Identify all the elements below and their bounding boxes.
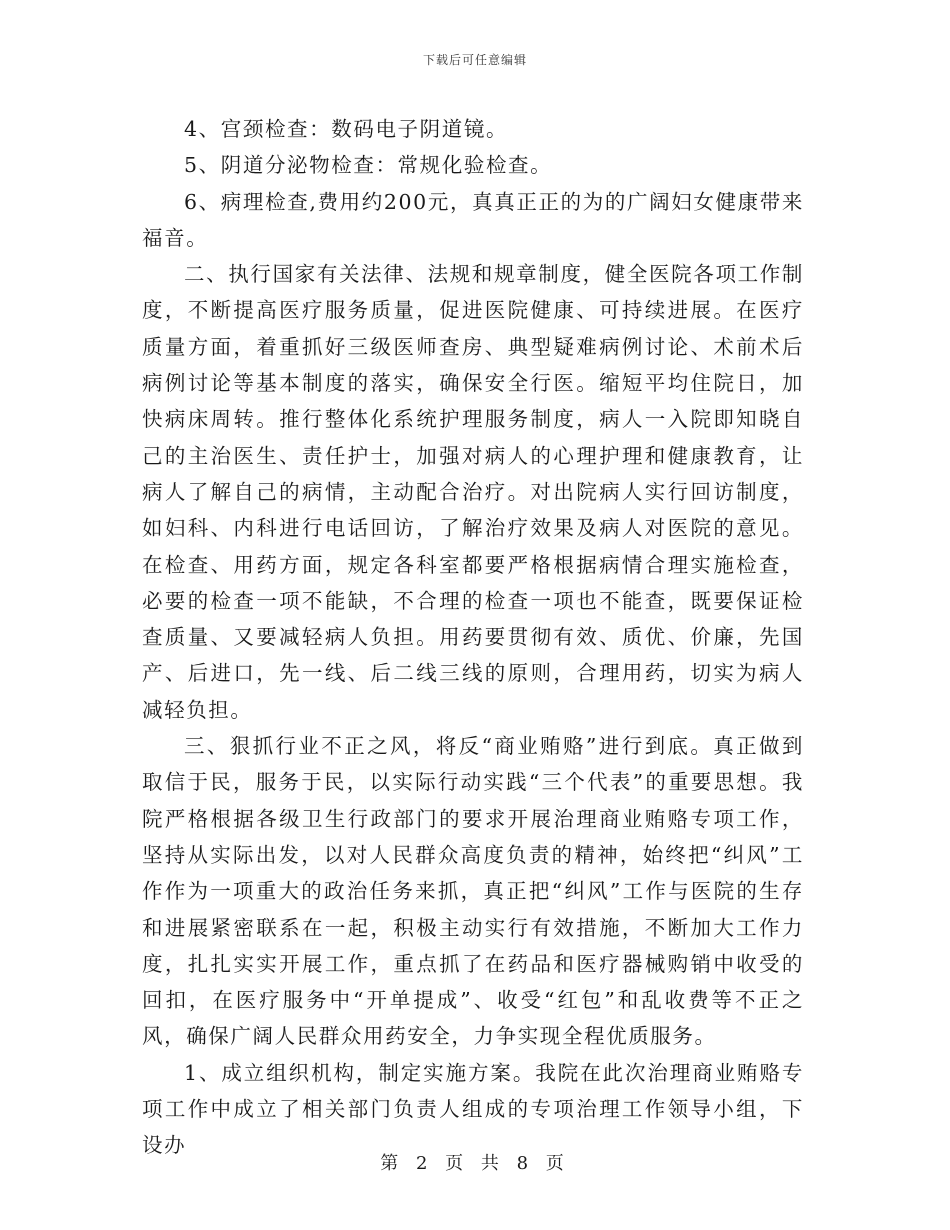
paragraph-item-5: 5、阴道分泌物检查：常规化验检查。 — [184, 153, 553, 178]
paragraph-item-4: 4、宫颈检查：数码电子阴道镜。 — [184, 117, 509, 141]
page-number-footer: 第 2 页 共 8 页 — [380, 1153, 570, 1174]
paragraph-item-6: 6、病理检查,费用约200元，真真正正的为的广阔妇女健康带来福音。 — [142, 189, 804, 250]
paragraph-subitem-1: 1、成立组织机构，制定实施方案。我院在此次治理商业贿赂专项工作中成立了相关部门负责人组成的专项治理工作领导小组，下设办 — [142, 1060, 804, 1158]
document-body — [142, 111, 804, 1164]
paragraph-section-3: 三、狠抓行业不正之风，将反“商业贿赂”进行到底。真正做到取信于民，服务于民，以实际行动实践“三个代表”的重要思想。我院严格根据各级卫生行政部门的要求开展治理商业贿赂专项工作，坚持从实际出发，以对人民群众高度负责的精神，始终把“纠风”工作作为一项重大的政治任务来抓，真正把“纠风”工作与医院的生存和进展紧密联系在一起，积极主动实行有效措施，不断加大工作力度，扎扎实实开展工作，重点抓了在药品和医疗器械购销中收受的回扣，在医疗服务中“开单提成”、收受“红包”和乱收费等不正之风，确保广阔人民群众用药安全，力争实现全程优质服务。 — [142, 734, 804, 1049]
page-header-note: 下载后可任意编辑 — [422, 53, 527, 67]
paragraph-section-2: 二、执行国家有关法律、法规和规章制度，健全医院各项工作制度，不断提高医疗服务质量，促进医院健康、可持续进展。在医疗质量方面，着重抓好三级医师查房、典型疑难病例讨论、术前术后病例讨论等基本制度的落实，确保安全行医。缩短平均住院日，加快病床周转。推行整体化系统护理服务制度，病人一入院即知晓自己的主治医生、责任护士，加强对病人的心理护理和健康教育，让病人了解自己的病情，主动配合治疗。对出院病人实行回访制度，如妇科、内科进行电话回访，了解治疗效果及病人对医院的意见。在检查、用药方面，规定各科室都要严格根据病情合理实施检查，必要的检查一项不能缺，不合理的检查一项也不能查，既要保证检查质量、又要减轻病人负担。用药要贯彻有效、质优、价廉，先国产、后进口，先一线、后二线三线的原则，合理用药，切实为病人减轻负担。 — [142, 262, 804, 722]
